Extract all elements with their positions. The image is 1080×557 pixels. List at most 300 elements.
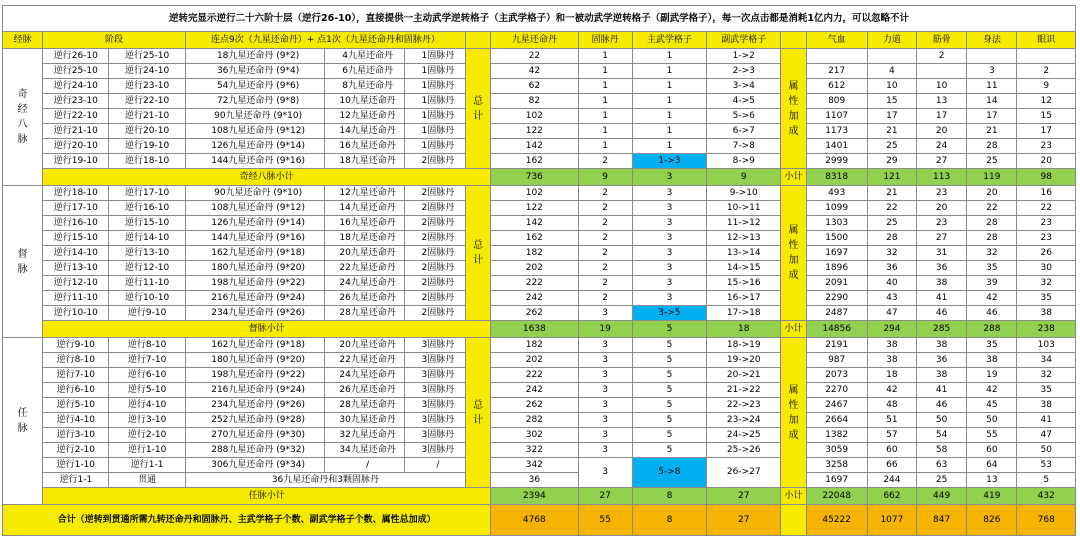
stage-from: 逆行16-10 [43, 216, 109, 231]
jiuxing-count: 162 [491, 154, 578, 169]
stage-from: 逆行1-1 [43, 473, 109, 488]
stat-qixue: 1697 [806, 246, 867, 261]
click-9-times: 126九星还命丹 (9*14) [185, 139, 325, 154]
stat-jingu: 46 [917, 398, 967, 413]
main-slot: 5 [632, 398, 706, 413]
stat-yanshi: 15 [1017, 109, 1076, 124]
click-1-time: 30九星还命丹 [325, 413, 404, 428]
click-gumai: 1固脉丹 [404, 79, 465, 94]
jiuxing-count: 122 [491, 124, 578, 139]
click-9-times: 126九星还命丹 (9*14) [185, 216, 325, 231]
grand-total-jiuxing: 4768 [491, 505, 578, 536]
header-shenfa: 身法 [967, 32, 1017, 49]
stat-yanshi: 23 [1017, 139, 1076, 154]
stat-shenfa: 50 [967, 413, 1017, 428]
subtotal-gumai: 19 [578, 321, 632, 338]
stage-from: 逆行3-10 [43, 428, 109, 443]
stage-from: 逆行13-10 [43, 261, 109, 276]
table-row [3, 154, 1076, 169]
jiuxing-count: 322 [491, 443, 578, 458]
subtotal-sub-slot: 9 [707, 169, 781, 186]
stage-to: 逆行22-10 [109, 94, 185, 109]
stat-lidao: 28 [867, 231, 916, 246]
meridian-name-text: 奇经八脉 [17, 89, 28, 145]
subtotal-jingu: 449 [917, 488, 967, 505]
stat-shenfa: 13 [967, 473, 1017, 488]
stat-jingu: 58 [917, 443, 967, 458]
click-gumai: 1固脉丹 [404, 94, 465, 109]
stat-shenfa: 3 [967, 64, 1017, 79]
header-click-plan: 连点9次（九星还命丹）+ 点1次（九星还命丹和固脉丹） [185, 32, 465, 49]
click-gumai: 2固脉丹 [404, 216, 465, 231]
subtotal-jiuxing: 2394 [491, 488, 578, 505]
stat-qixue: 1107 [806, 109, 867, 124]
table-row [3, 216, 1076, 231]
subtotal-small-label: 小计 [781, 488, 806, 505]
gumai-count: 2 [578, 291, 632, 306]
click-gumai: 1固脉丹 [404, 49, 465, 64]
click-gumai: 3固脉丹 [404, 368, 465, 383]
jiuxing-count: 102 [491, 109, 578, 124]
click-1-time: 20九星还命丹 [325, 338, 404, 353]
stat-shenfa: 22 [967, 201, 1017, 216]
sub-slot: 1->2 [707, 49, 781, 64]
table-row [3, 246, 1076, 261]
click-gumai: / [404, 458, 465, 473]
stat-shenfa: 46 [967, 306, 1017, 321]
subtotal-lidao: 294 [867, 321, 916, 338]
stage-to: 逆行15-10 [109, 216, 185, 231]
stage-from: 逆行18-10 [43, 186, 109, 201]
stage-to: 逆行20-10 [109, 124, 185, 139]
main-slot: 3->5 [632, 306, 706, 321]
subtotal-yanshi: 98 [1017, 169, 1076, 186]
sub-slot: 9->10 [707, 186, 781, 201]
stage-from: 逆行23-10 [43, 94, 109, 109]
subtotal-small-label: 小计 [781, 169, 806, 186]
main-slot: 3 [632, 201, 706, 216]
jiuxing-count: 202 [491, 353, 578, 368]
jiuxing-count: 242 [491, 383, 578, 398]
click-1-time: 32九星还命丹 [325, 428, 404, 443]
gumai-count: 3 [578, 306, 632, 321]
click-1-time: 18九星还命丹 [325, 154, 404, 169]
stat-yanshi: 34 [1017, 353, 1076, 368]
stat-shenfa: 55 [967, 428, 1017, 443]
subtotal-label: 任脉小计 [43, 488, 491, 505]
stat-lidao: 15 [867, 94, 916, 109]
stage-from: 逆行10-10 [43, 306, 109, 321]
subtotal-lidao: 121 [867, 169, 916, 186]
subtotal-main-slot: 3 [632, 169, 706, 186]
stat-lidao: 18 [867, 368, 916, 383]
click-9-times: 162九星还命丹 (9*18) [185, 246, 325, 261]
stat-jingu: 63 [917, 458, 967, 473]
click-1-time: 24九星还命丹 [325, 368, 404, 383]
stage-to: 逆行17-10 [109, 186, 185, 201]
stat-jingu: 41 [917, 291, 967, 306]
click-9-times: 234九星还命丹 (9*26) [185, 306, 325, 321]
click-9-times: 198九星还命丹 (9*22) [185, 276, 325, 291]
stat-shenfa: 28 [967, 231, 1017, 246]
table-row [3, 186, 1076, 201]
sub-slot: 7->8 [707, 139, 781, 154]
table-row [3, 291, 1076, 306]
stat-jingu: 31 [917, 246, 967, 261]
click-9-times: 108九星还命丹 (9*12) [185, 201, 325, 216]
gumai-count: 3 [578, 353, 632, 368]
subtotal-yanshi: 238 [1017, 321, 1076, 338]
gumai-count: 3 [578, 338, 632, 353]
jiuxing-count: 182 [491, 338, 578, 353]
stage-to: 逆行18-10 [109, 154, 185, 169]
table-row [3, 231, 1076, 246]
stage-from: 逆行6-10 [43, 383, 109, 398]
sub-slot: 5->6 [707, 109, 781, 124]
gumai-count: 2 [578, 246, 632, 261]
click-plan-merged: 36九星还命丹和3颗固脉丹 [185, 473, 465, 488]
subtotal-small-label: 小计 [781, 321, 806, 338]
sub-slot: 23->24 [707, 413, 781, 428]
stat-shenfa: 19 [967, 368, 1017, 383]
grand-total-gumai: 55 [578, 505, 632, 536]
stat-lidao: 47 [867, 306, 916, 321]
stat-qixue: 2467 [806, 398, 867, 413]
stat-qixue: 612 [806, 79, 867, 94]
subtotal-shenfa: 288 [967, 321, 1017, 338]
stage-from: 逆行2-10 [43, 443, 109, 458]
click-gumai: 2固脉丹 [404, 291, 465, 306]
stage-to: 逆行7-10 [109, 353, 185, 368]
table-row [3, 398, 1076, 413]
stat-yanshi: 5 [1017, 473, 1076, 488]
stat-jingu: 27 [917, 154, 967, 169]
jiuxing-count: 162 [491, 231, 578, 246]
sub-slot: 2->3 [707, 64, 781, 79]
stage-to: 逆行25-10 [109, 49, 185, 64]
stage-to: 逆行2-10 [109, 428, 185, 443]
stat-jingu: 36 [917, 353, 967, 368]
header-main-slot: 主武学格子 [632, 32, 706, 49]
jiuxing-count: 42 [491, 64, 578, 79]
attribute-bonus-label [781, 186, 806, 321]
stat-lidao: 40 [867, 276, 916, 291]
table-row [3, 124, 1076, 139]
click-1-time: 14九星还命丹 [325, 124, 404, 139]
stat-qixue: 2091 [806, 276, 867, 291]
attribute-bonus-label-text: 属性加成 [788, 80, 799, 137]
stat-qixue: 1099 [806, 201, 867, 216]
stat-shenfa: 25 [967, 154, 1017, 169]
stat-qixue: 1173 [806, 124, 867, 139]
main-slot: 5 [632, 368, 706, 383]
click-9-times: 306九星还命丹 (9*34) [185, 458, 325, 473]
header-blank [466, 32, 491, 49]
click-9-times: 18九星还命丹 (9*2) [185, 49, 325, 64]
total-label [466, 338, 491, 488]
stage-from: 逆行25-10 [43, 64, 109, 79]
gumai-count: 1 [578, 94, 632, 109]
gumai-count: 3 [578, 458, 632, 488]
total-label [466, 49, 491, 169]
stat-shenfa: 45 [967, 398, 1017, 413]
stat-jingu: 23 [917, 216, 967, 231]
click-9-times: 144九星还命丹 (9*16) [185, 231, 325, 246]
attribute-bonus-label [781, 49, 806, 169]
click-gumai: 3固脉丹 [404, 428, 465, 443]
stat-yanshi: 32 [1017, 276, 1076, 291]
stat-qixue: 217 [806, 64, 867, 79]
subtotal-row [3, 169, 1076, 186]
stat-shenfa: 28 [967, 216, 1017, 231]
subtotal-sub-slot: 27 [707, 488, 781, 505]
meridian-name [3, 186, 43, 338]
stage-to: 逆行10-10 [109, 291, 185, 306]
stage-to: 逆行1-10 [109, 443, 185, 458]
grand-total-row [3, 505, 1076, 536]
sub-slot: 11->12 [707, 216, 781, 231]
click-9-times: 144九星还命丹 (9*16) [185, 154, 325, 169]
stage-from: 逆行21-10 [43, 124, 109, 139]
jiuxing-count: 262 [491, 306, 578, 321]
click-gumai: 3固脉丹 [404, 443, 465, 458]
jiuxing-count: 142 [491, 139, 578, 154]
jiuxing-count: 36 [491, 473, 578, 488]
stat-lidao: 57 [867, 428, 916, 443]
stat-yanshi: 32 [1017, 368, 1076, 383]
click-gumai: 1固脉丹 [404, 109, 465, 124]
click-9-times: 198九星还命丹 (9*22) [185, 368, 325, 383]
stage-to: 逆行19-10 [109, 139, 185, 154]
stat-lidao: 32 [867, 246, 916, 261]
main-slot: 5 [632, 413, 706, 428]
stage-to: 逆行23-10 [109, 79, 185, 94]
stat-jingu: 54 [917, 428, 967, 443]
gumai-count: 2 [578, 201, 632, 216]
click-9-times: 54九星还命丹 (9*6) [185, 79, 325, 94]
jiuxing-count: 102 [491, 186, 578, 201]
grand-total-label: 合计（逆转到贯通所需九转还命丹和固脉丹、主武学格子个数、副武学格子个数、属性总加成） [3, 505, 491, 536]
main-slot: 5 [632, 428, 706, 443]
stat-yanshi: 53 [1017, 458, 1076, 473]
attribute-bonus-label-text: 属性加成 [788, 225, 799, 281]
sub-slot: 20->21 [707, 368, 781, 383]
stat-qixue: 1303 [806, 216, 867, 231]
click-9-times: 90九星还命丹 (9*10) [185, 186, 325, 201]
stage-to: 逆行14-10 [109, 231, 185, 246]
stat-yanshi: 41 [1017, 413, 1076, 428]
stat-shenfa: 42 [967, 291, 1017, 306]
table-row [3, 109, 1076, 124]
total-label-text: 总计 [473, 240, 484, 266]
gumai-count: 1 [578, 109, 632, 124]
stage-from: 逆行14-10 [43, 246, 109, 261]
total-label [466, 186, 491, 321]
grand-total-yanshi: 768 [1017, 505, 1076, 536]
table-row [3, 49, 1076, 64]
stat-lidao: 10 [867, 79, 916, 94]
header-lidao: 力道 [867, 32, 916, 49]
stat-qixue: 3258 [806, 458, 867, 473]
gumai-count: 1 [578, 49, 632, 64]
jiuxing-count: 222 [491, 368, 578, 383]
sub-slot: 12->13 [707, 231, 781, 246]
subtotal-main-slot: 5 [632, 321, 706, 338]
subtotal-lidao: 662 [867, 488, 916, 505]
subtotal-sub-slot: 18 [707, 321, 781, 338]
stat-jingu: 38 [917, 368, 967, 383]
table-row [3, 458, 1076, 473]
gumai-count: 2 [578, 186, 632, 201]
subtotal-label: 奇经八脉小计 [43, 169, 491, 186]
click-1-time: 14九星还命丹 [325, 201, 404, 216]
click-1-time: 24九星还命丹 [325, 276, 404, 291]
grand-total-qixue: 45222 [806, 505, 867, 536]
stat-yanshi: 2 [1017, 64, 1076, 79]
stage-from: 逆行12-10 [43, 276, 109, 291]
subtotal-jiuxing: 1638 [491, 321, 578, 338]
click-gumai: 3固脉丹 [404, 353, 465, 368]
header-gumai: 固脉丹 [578, 32, 632, 49]
stat-yanshi: 9 [1017, 79, 1076, 94]
stage-from: 逆行4-10 [43, 413, 109, 428]
click-1-time: / [325, 458, 404, 473]
gumai-count: 2 [578, 154, 632, 169]
stage-from: 逆行22-10 [43, 109, 109, 124]
stat-yanshi: 35 [1017, 291, 1076, 306]
stat-shenfa: 20 [967, 186, 1017, 201]
stat-qixue: 2290 [806, 291, 867, 306]
main-slot: 1 [632, 49, 706, 64]
stat-jingu: 41 [917, 383, 967, 398]
table-row [3, 338, 1076, 353]
subtotal-qixue: 22048 [806, 488, 867, 505]
click-gumai: 2固脉丹 [404, 154, 465, 169]
stage-to: 逆行8-10 [109, 338, 185, 353]
stat-jingu: 38 [917, 276, 967, 291]
table-row [3, 94, 1076, 109]
stat-qixue [806, 49, 867, 64]
main-slot: 3 [632, 231, 706, 246]
stat-lidao: 36 [867, 261, 916, 276]
click-9-times: 72九星还命丹 (9*8) [185, 94, 325, 109]
stat-yanshi [1017, 49, 1076, 64]
main-slot: 5 [632, 443, 706, 458]
subtotal-gumai: 27 [578, 488, 632, 505]
click-gumai: 2固脉丹 [404, 261, 465, 276]
gumai-count: 2 [578, 216, 632, 231]
stat-qixue: 1401 [806, 139, 867, 154]
stage-to: 逆行21-10 [109, 109, 185, 124]
table-row [3, 428, 1076, 443]
click-gumai: 1固脉丹 [404, 124, 465, 139]
stat-yanshi: 12 [1017, 94, 1076, 109]
click-1-time: 28九星还命丹 [325, 306, 404, 321]
gumai-count: 2 [578, 276, 632, 291]
subtotal-row [3, 321, 1076, 338]
stat-yanshi: 22 [1017, 201, 1076, 216]
subtotal-qixue: 8318 [806, 169, 867, 186]
subtotal-yanshi: 432 [1017, 488, 1076, 505]
click-1-time: 18九星还命丹 [325, 231, 404, 246]
main-slot: 3 [632, 291, 706, 306]
click-9-times: 252九星还命丹 (9*28) [185, 413, 325, 428]
total-label-text: 总计 [473, 399, 484, 426]
gumai-count: 3 [578, 368, 632, 383]
click-9-times: 216九星还命丹 (9*24) [185, 383, 325, 398]
stat-shenfa: 21 [967, 124, 1017, 139]
jiuxing-count: 282 [491, 413, 578, 428]
gumai-count: 3 [578, 398, 632, 413]
stat-jingu: 25 [917, 473, 967, 488]
jiuxing-count: 262 [491, 398, 578, 413]
stat-lidao: 48 [867, 398, 916, 413]
click-gumai: 1固脉丹 [404, 139, 465, 154]
table-row [3, 79, 1076, 94]
subtotal-shenfa: 119 [967, 169, 1017, 186]
stage-to: 逆行13-10 [109, 246, 185, 261]
stat-yanshi: 103 [1017, 338, 1076, 353]
stage-from: 逆行24-10 [43, 79, 109, 94]
click-gumai: 3固脉丹 [404, 398, 465, 413]
table-row [3, 139, 1076, 154]
stat-qixue: 2073 [806, 368, 867, 383]
stage-to: 逆行3-10 [109, 413, 185, 428]
main-slot: 1->3 [632, 154, 706, 169]
click-gumai: 3固脉丹 [404, 413, 465, 428]
attribute-bonus-label-text: 属性加成 [788, 384, 799, 441]
stat-lidao [867, 49, 916, 64]
header-sub-slot: 副武学格子 [707, 32, 781, 49]
click-gumai: 3固脉丹 [404, 338, 465, 353]
click-9-times: 216九星还命丹 (9*24) [185, 291, 325, 306]
stat-yanshi: 47 [1017, 428, 1076, 443]
header-stage: 阶段 [43, 32, 186, 49]
grand-total-spacer [781, 505, 806, 536]
click-1-time: 22九星还命丹 [325, 261, 404, 276]
stat-jingu [917, 64, 967, 79]
stat-yanshi: 17 [1017, 124, 1076, 139]
stat-shenfa: 64 [967, 458, 1017, 473]
sub-slot: 6->7 [707, 124, 781, 139]
stage-to: 逆行24-10 [109, 64, 185, 79]
sub-slot: 18->19 [707, 338, 781, 353]
stat-jingu: 46 [917, 306, 967, 321]
subtotal-gumai: 9 [578, 169, 632, 186]
click-1-time: 20九星还命丹 [325, 246, 404, 261]
table-row [3, 473, 1076, 488]
stage-from: 逆行7-10 [43, 368, 109, 383]
main-slot: 1 [632, 139, 706, 154]
stat-qixue: 3059 [806, 443, 867, 458]
gumai-count: 3 [578, 443, 632, 458]
stat-shenfa: 11 [967, 79, 1017, 94]
stage-from: 逆行20-10 [43, 139, 109, 154]
click-gumai: 2固脉丹 [404, 306, 465, 321]
stat-shenfa: 32 [967, 246, 1017, 261]
stat-yanshi: 23 [1017, 231, 1076, 246]
stat-shenfa: 60 [967, 443, 1017, 458]
meridian-name [3, 49, 43, 186]
table-title: 逆转完显示逆行二十六阶十层（逆行26-10），直接提供一主动武学逆转格子（主武学格子）和一被动武学逆转格子（副武学格子），每一次点击都是消耗1亿内力，可以忽略不计 [3, 6, 1076, 32]
main-slot: 3 [632, 246, 706, 261]
stat-lidao: 38 [867, 338, 916, 353]
subtotal-shenfa: 419 [967, 488, 1017, 505]
jiuxing-count: 342 [491, 458, 578, 473]
sub-slot: 16->17 [707, 291, 781, 306]
stat-shenfa: 14 [967, 94, 1017, 109]
click-1-time: 6九星还命丹 [325, 64, 404, 79]
